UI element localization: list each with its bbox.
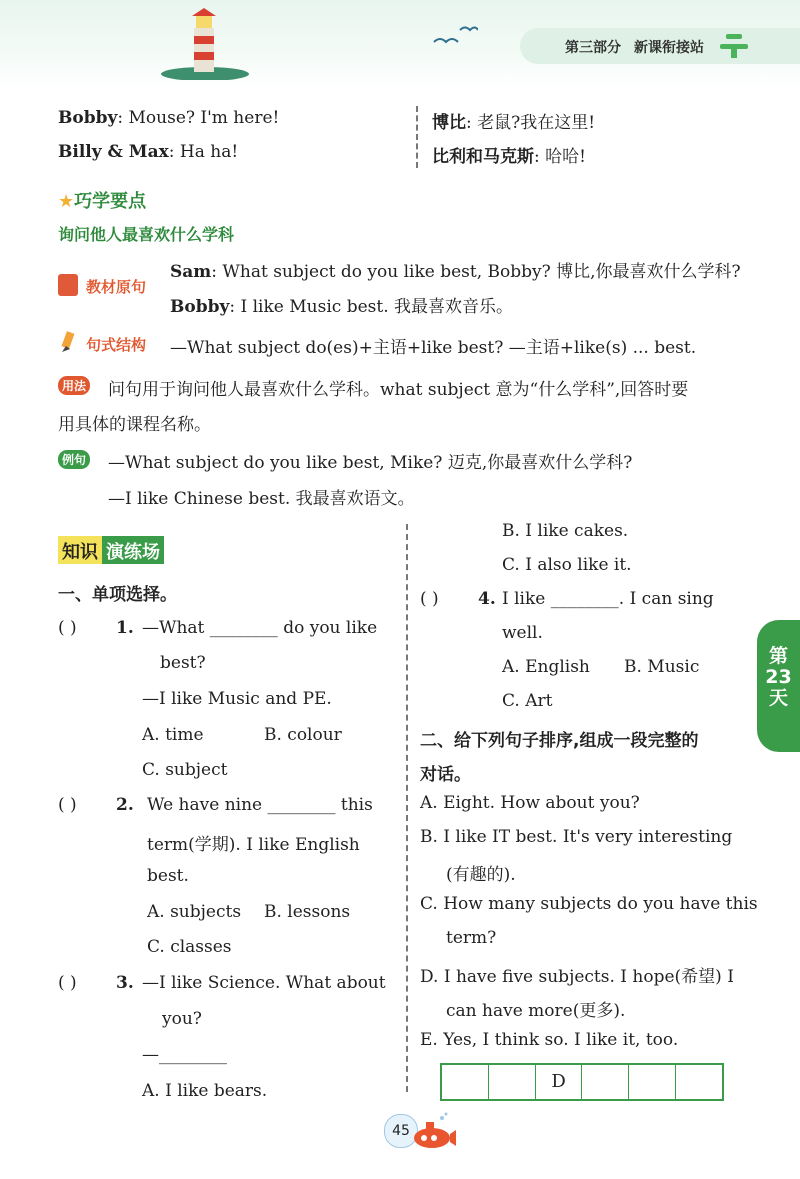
answer-cell[interactable]: [629, 1065, 676, 1099]
answer-cell[interactable]: [489, 1065, 536, 1099]
header-part-label: 第三部分: [565, 40, 621, 56]
q1-line-1: —What ________ do you like: [142, 618, 378, 638]
day-side-tab: 第 23 天: [757, 620, 800, 752]
q2-option-b: B. lessons: [264, 902, 351, 922]
key-points-subtitle: 询问他人最喜欢什么学科: [58, 225, 235, 244]
q1-option-b: B. colour: [264, 725, 342, 745]
q3-line-3[interactable]: —________: [142, 1045, 227, 1065]
ordering-d-line-1: D. I have five subjects. I hope(希望) I: [420, 967, 734, 987]
ordering-d-line-2: can have more(更多).: [446, 1001, 626, 1021]
q3-paren[interactable]: ( ): [58, 973, 77, 993]
usage-line-2: 用具体的课程名称。: [58, 415, 211, 435]
q4-paren[interactable]: ( ): [420, 589, 439, 609]
example-tag: 例句: [58, 450, 90, 469]
answer-cell[interactable]: D: [536, 1065, 583, 1099]
q4-option-c: C. Art: [502, 691, 553, 711]
q1-line-3: —I like Music and PE.: [142, 689, 332, 709]
example-line-2: —I like Chinese best. 我最喜欢语文。: [108, 489, 415, 509]
book-icon: [58, 274, 78, 296]
example-line-1: —What subject do you like best, Mike? 迈克,你最喜欢什么学科?: [108, 453, 633, 473]
section2-title-line-1: 二、给下列句子排序,组成一段完整的: [420, 731, 699, 751]
dialogue-en-1: Bobby: Mouse? I'm here!: [58, 108, 280, 128]
answer-grid: [440, 1063, 724, 1101]
q2-paren[interactable]: ( ): [58, 795, 77, 815]
lighthouse-icon: [160, 8, 250, 80]
q3-option-a: A. I like bears.: [142, 1081, 268, 1101]
ordering-e: E. Yes, I think so. I like it, too.: [420, 1030, 679, 1050]
q1-option-a: A. time: [142, 725, 204, 745]
q1-option-c: C. subject: [142, 760, 228, 780]
q3-option-c: C. I also like it.: [502, 555, 632, 575]
dialogue-zh-1: 博比: 老鼠?我在这里!: [432, 113, 596, 133]
answer-cell[interactable]: [442, 1065, 489, 1099]
q4-option-b: B. Music: [624, 657, 700, 677]
pencil-icon: [58, 330, 80, 356]
q4-line-1: I like ________. I can sing: [502, 589, 714, 609]
q4-number: 4.: [478, 589, 496, 609]
q1-line-2: best?: [160, 653, 206, 673]
structure-tag: 句式结构: [86, 336, 147, 354]
q1-number: 1.: [116, 618, 134, 638]
structure-text: —What subject do(es)+主语+like best? —主语+like(s) ... best.: [170, 338, 697, 358]
section1-title: 一、单项选择。: [58, 585, 177, 605]
header-section-label: 新课衔接站: [634, 40, 704, 56]
q2-option-a: A. subjects: [147, 902, 242, 922]
textbook-tag: 教材原句: [86, 278, 147, 296]
q2-line-1: We have nine ________ this: [147, 795, 373, 815]
ordering-c-line-2: term?: [446, 928, 497, 948]
q3-option-b: B. I like cakes.: [502, 521, 629, 541]
answer-cell[interactable]: [676, 1065, 722, 1099]
dialogue-divider: [416, 106, 418, 168]
star-icon: ★: [58, 191, 75, 212]
q4-line-2: well.: [502, 623, 543, 643]
q3-line-1: —I like Science. What about: [142, 973, 386, 993]
q3-line-2: you?: [162, 1009, 202, 1029]
q4-option-a: A. English: [502, 657, 590, 677]
ordering-b-line-2: (有趣的).: [446, 865, 516, 885]
q2-line-3: best.: [147, 866, 189, 886]
page-number: 45: [384, 1114, 418, 1148]
textbook-line-1: Sam: What subject do you like best, Bobby? 博比,你最喜欢什么学科?: [170, 262, 741, 282]
header-logo-icon: [716, 30, 752, 60]
ordering-a: A. Eight. How about you?: [420, 793, 640, 813]
ordering-c-line-1: C. How many subjects do you have this: [420, 894, 758, 914]
usage-line-1: 问句用于询问他人最喜欢什么学科。what subject 意为“什么学科”,回答时要: [108, 380, 689, 400]
q2-number: 2.: [116, 795, 134, 815]
q1-paren[interactable]: ( ): [58, 618, 77, 638]
dialogue-en-2: Billy & Max: Ha ha!: [58, 142, 239, 162]
textbook-line-2: Bobby: I like Music best. 我最喜欢音乐。: [170, 297, 514, 317]
q2-line-2: term(学期). I like English: [147, 835, 360, 855]
column-divider: [406, 524, 408, 1092]
usage-tag: 用法: [58, 376, 90, 395]
birds-icon: [432, 22, 478, 48]
q2-option-c: C. classes: [147, 937, 232, 957]
ordering-b-line-1: B. I like IT best. It's very interesting: [420, 827, 733, 847]
section2-title-line-2: 对话。: [420, 765, 471, 785]
key-points-title: ★巧学要点: [58, 191, 147, 212]
dialogue-zh-2: 比利和马克斯: 哈哈!: [432, 147, 586, 167]
answer-cell[interactable]: [582, 1065, 629, 1099]
q3-number: 3.: [116, 973, 134, 993]
submarine-icon: [410, 1112, 456, 1152]
practice-banner: 知识 演练场: [58, 536, 164, 564]
